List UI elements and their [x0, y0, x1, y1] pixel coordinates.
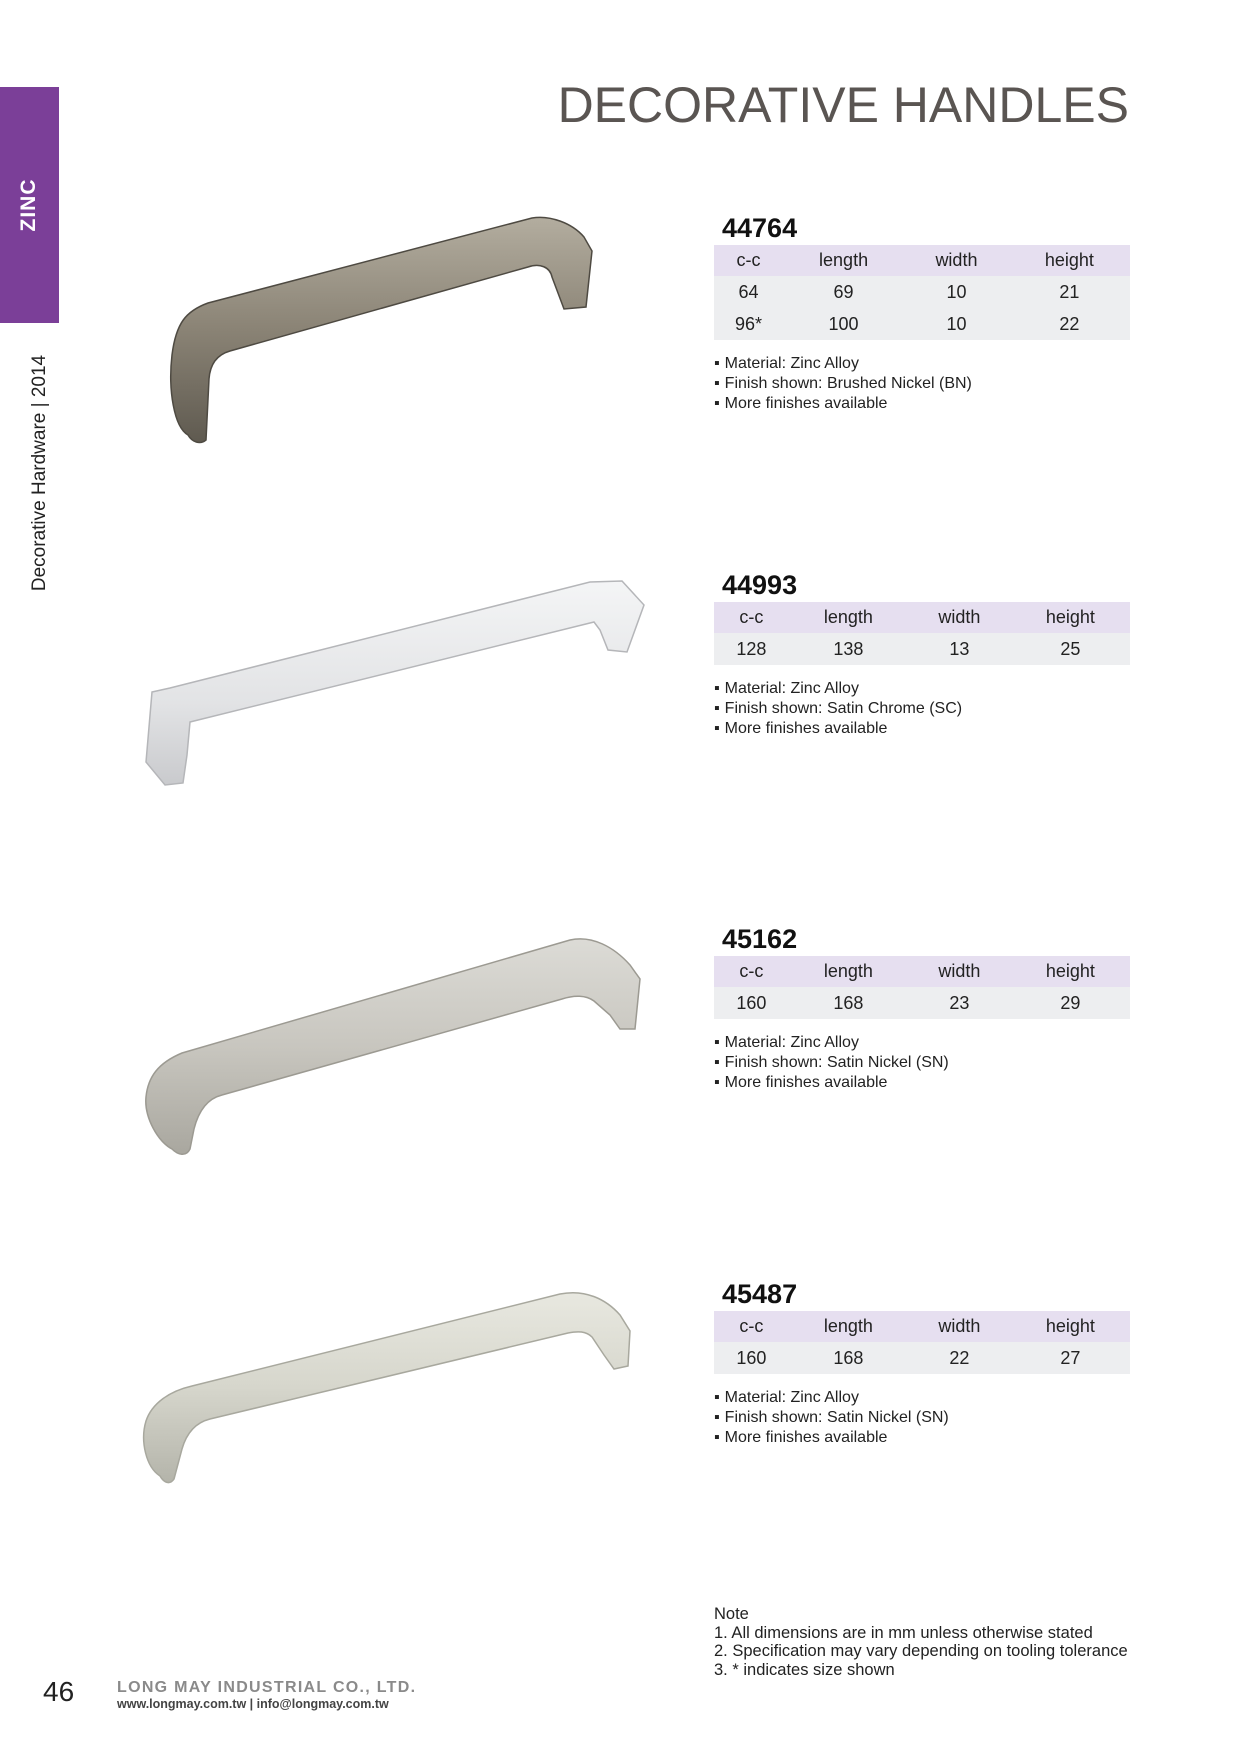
cell-width: 23 [908, 987, 1011, 1019]
feature-finish: ▪ Finish shown: Brushed Nickel (BN) [714, 374, 1130, 394]
cell-cc: 96* [714, 308, 783, 340]
feature-more-finishes: ▪ More finishes available [714, 1073, 1130, 1093]
cell-length: 168 [789, 987, 908, 1019]
product-features [714, 1033, 1130, 1093]
note-item: 1. All dimensions are in mm unless otherwise stated [714, 1623, 1093, 1642]
spec-table [714, 1311, 1130, 1374]
feature-more-finishes: ▪ More finishes available [714, 719, 1130, 739]
feature-more-finishes: ▪ More finishes available [714, 394, 1130, 414]
col-width: width [908, 1311, 1011, 1342]
spec-header-row [714, 245, 1130, 276]
col-length: length [789, 602, 908, 633]
spec-header-row [714, 956, 1130, 987]
page-title: DECORATIVE HANDLES [557, 77, 1129, 133]
spec-header-row [714, 602, 1130, 633]
col-width: width [908, 602, 1011, 633]
handle-45487-shape [144, 1293, 630, 1483]
page-number: 46 [43, 1676, 75, 1707]
handle-45162-shape [146, 939, 640, 1154]
col-height: height [1009, 245, 1130, 276]
col-height: height [1011, 956, 1130, 987]
note-item: 3. * indicates size shown [714, 1660, 895, 1679]
cell-cc: 128 [714, 633, 789, 665]
handle-image-44993 [130, 580, 650, 790]
product-code: 45162 [722, 924, 798, 954]
product-features [714, 1388, 1130, 1448]
handle-image-44764 [130, 215, 650, 455]
col-height: height [1011, 1311, 1130, 1342]
spec-row [714, 1342, 1130, 1374]
category-tab-label: ZINC [17, 178, 40, 232]
spec-table [714, 956, 1130, 1019]
cell-width: 22 [908, 1342, 1011, 1374]
product-features [714, 679, 1130, 739]
cell-cc: 160 [714, 1342, 789, 1374]
notes-heading: Note [714, 1605, 749, 1623]
col-cc: c-c [714, 602, 789, 633]
notes [714, 1605, 1128, 1679]
spec-row [714, 987, 1130, 1019]
product-code: 44764 [722, 213, 798, 243]
feature-finish: ▪ Finish shown: Satin Nickel (SN) [714, 1053, 1130, 1073]
col-length: length [783, 245, 904, 276]
handle-44764-shape [171, 217, 592, 442]
cell-width: 10 [904, 276, 1009, 308]
feature-material: ▪ Material: Zinc Alloy [714, 679, 1130, 699]
cell-width: 13 [908, 633, 1011, 665]
spec-table [714, 245, 1130, 340]
feature-material: ▪ Material: Zinc Alloy [714, 1033, 1130, 1053]
product-code: 45487 [722, 1279, 798, 1309]
cell-height: 22 [1009, 308, 1130, 340]
col-width: width [908, 956, 1011, 987]
cell-height: 25 [1011, 633, 1130, 665]
catalog-label: Decorative Hardware | 2014 [29, 354, 50, 592]
col-length: length [789, 1311, 908, 1342]
product-code: 44993 [722, 570, 798, 600]
feature-finish: ▪ Finish shown: Satin Nickel (SN) [714, 1408, 1130, 1428]
spec-table [714, 602, 1130, 665]
cell-height: 21 [1009, 276, 1130, 308]
cell-cc: 64 [714, 276, 783, 308]
product-info [714, 922, 1130, 1093]
spec-row [714, 276, 1130, 308]
product-info [714, 211, 1130, 414]
cell-length: 69 [783, 276, 904, 308]
product-features [714, 354, 1130, 414]
cell-width: 10 [904, 308, 1009, 340]
feature-material: ▪ Material: Zinc Alloy [714, 354, 1130, 374]
feature-material: ▪ Material: Zinc Alloy [714, 1388, 1130, 1408]
cell-length: 168 [789, 1342, 908, 1374]
spec-row [714, 308, 1130, 340]
feature-more-finishes: ▪ More finishes available [714, 1428, 1130, 1448]
cell-height: 27 [1011, 1342, 1130, 1374]
cell-length: 138 [789, 633, 908, 665]
spec-header-row [714, 1311, 1130, 1342]
company-name: LONG MAY INDUSTRIAL CO., LTD. [117, 1679, 417, 1696]
col-cc: c-c [714, 956, 789, 987]
company-contact: www.longmay.com.tw | info@longmay.com.tw [117, 1697, 389, 1711]
cell-length: 100 [783, 308, 904, 340]
col-width: width [904, 245, 1009, 276]
spec-row [714, 633, 1130, 665]
product-info [714, 568, 1130, 739]
cell-height: 29 [1011, 987, 1130, 1019]
handle-image-45487 [130, 1291, 650, 1491]
col-cc: c-c [714, 245, 783, 276]
handle-image-45162 [130, 937, 650, 1167]
col-length: length [789, 956, 908, 987]
note-item: 2. Specification may vary depending on tooling tolerance [714, 1642, 1128, 1660]
col-height: height [1011, 602, 1130, 633]
feature-finish: ▪ Finish shown: Satin Chrome (SC) [714, 699, 1130, 719]
col-cc: c-c [714, 1311, 789, 1342]
handle-44993-shape [146, 581, 644, 785]
cell-cc: 160 [714, 987, 789, 1019]
product-info [714, 1277, 1130, 1448]
